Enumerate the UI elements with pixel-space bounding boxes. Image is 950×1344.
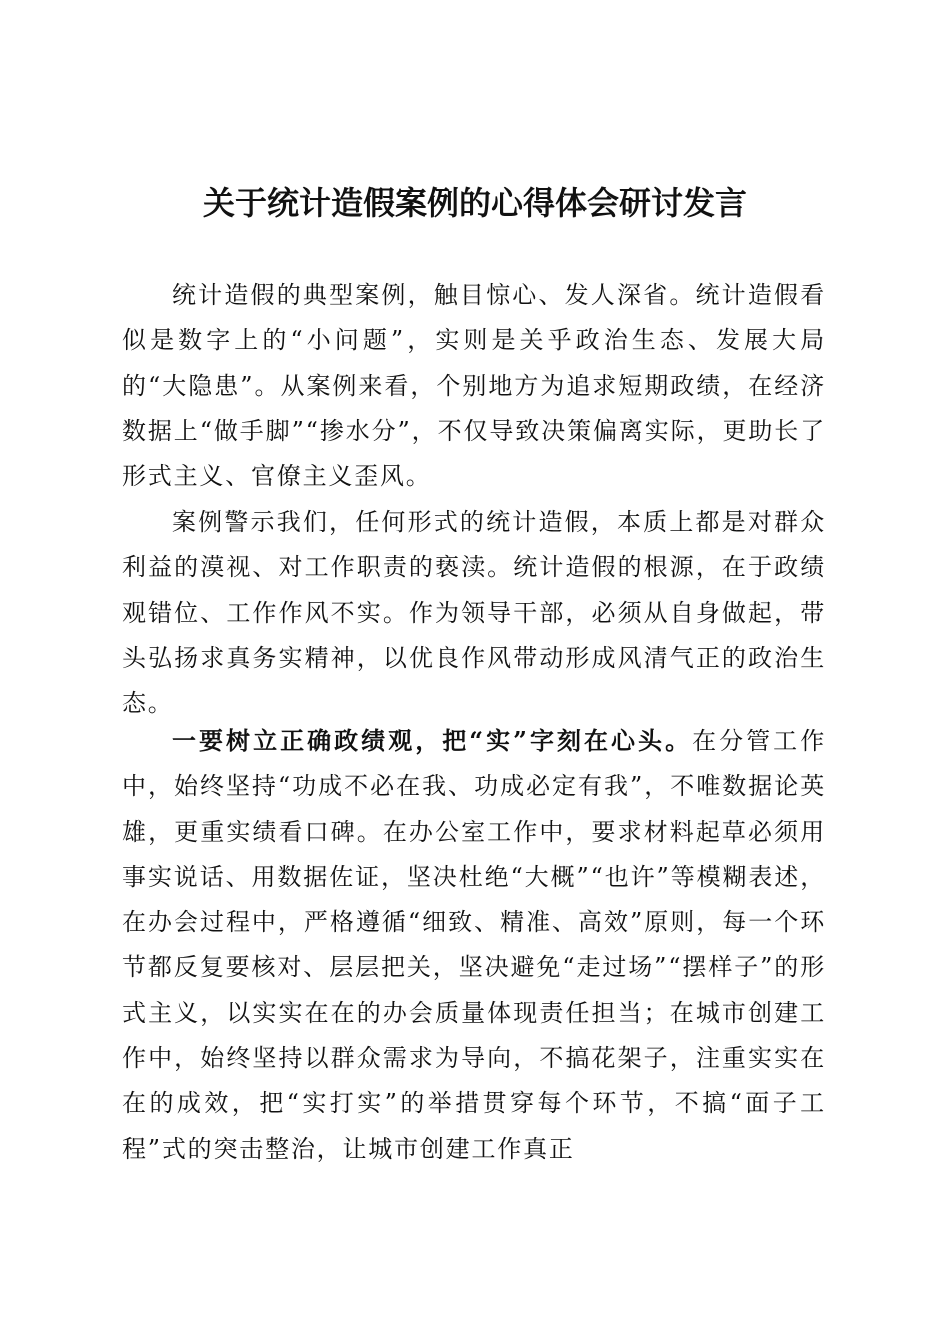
paragraph-body-text: 在分管工作中，始终坚持“功成不必在我、功成必定有我”，不唯数据论英雄，更重实绩看口碑。在办公室工作中，要求材料起草必须用事实说话、用数据佐证，坚决杜绝“大概”“也许”等模糊表述，在办会过程中，严格遵循“细致、精准、高效”原则，每一个环节都反复要核对、层层把关，坚决避免“走过场”“摆样子”的形式主义，以实实在在的办会质量体现责任担当；在城市创建工作中，始终坚持以群众需求为导向，不搞花架子，注重实实在在的成效，把“实打实”的举措贯穿每个环节，不搞“面子工程”式的突击整治，让城市创建工作真正: [122, 727, 827, 1163]
paragraph-lead-heading: 一要树立正确政绩观，把“实”字刻在心头。: [172, 726, 693, 755]
body-paragraph-2-block: [122, 500, 826, 726]
body-paragraph-1-block: [122, 273, 826, 499]
body-paragraph: 案例警示我们，任何形式的统计造假，本质上都是对群众利益的漠视、对工作职责的亵渎。统计造假的根源，在于政绩观错位、工作作风不实。作为领导干部，必须从自身做起，带头弘扬求真务实精神，以优良作风带动形成风清气正的政治生态。: [122, 508, 826, 718]
body-paragraph-3-block: [122, 718, 826, 1172]
body-paragraph: 统计造假的典型案例，触目惊心、发人深省。统计造假看似是数字上的“小问题”，实则是关乎政治生态、发展大局的“大隐患”。从案例来看，个别地方为追求短期政绩，在经济数据上“做手脚”“掺水分”，不仅导致决策偏离实际，更助长了形式主义、官僚主义歪风。: [122, 281, 826, 491]
body-paragraph: [122, 718, 826, 1172]
document-title: 关于统计造假案例的心得体会研讨发言: [202, 184, 747, 222]
